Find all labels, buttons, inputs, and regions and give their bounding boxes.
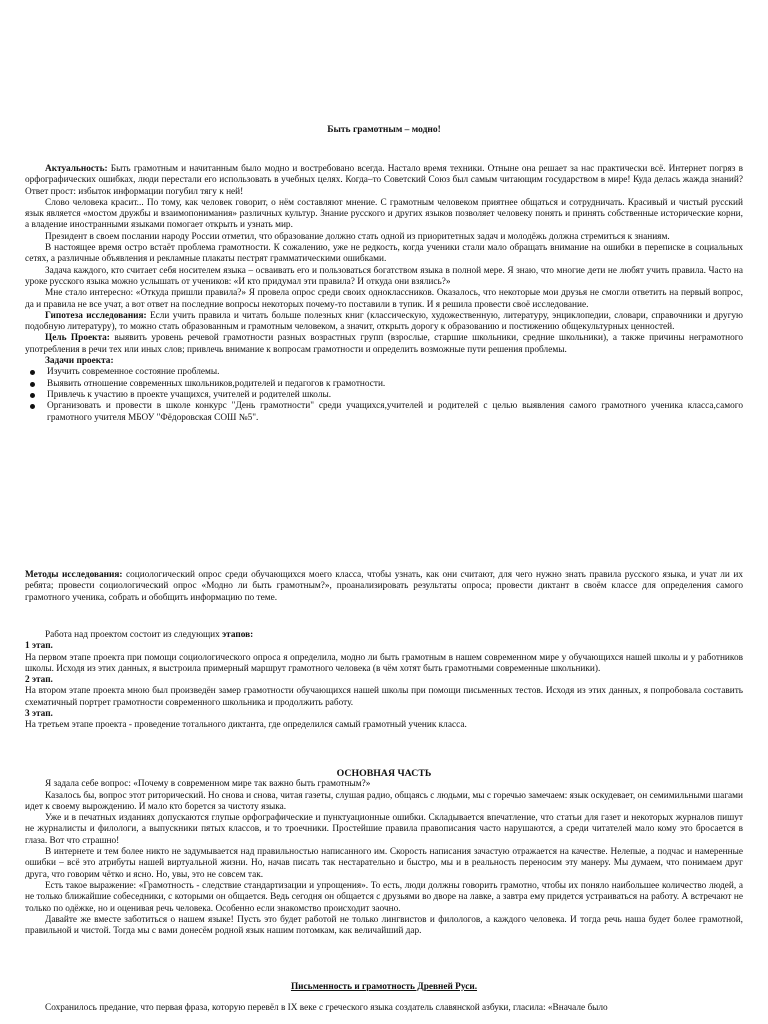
stage-text: На третьем этапе проекта - проведение тотального диктанта, где определился самый грамотный ученик класса. — [25, 720, 467, 731]
main-heading: ОСНОВНАЯ ЧАСТЬ — [336, 768, 432, 779]
section2-heading: Письменность и грамотность Древней Руси. — [290, 982, 478, 992]
paragraph: Казалось бы, вопрос этот риторический. Но снова и снова, читая газеты, слушая радио, общаясь с людьми, мы с горечью замечаем: язык оскудевает, он семимильными шагами идет к своему вырождению. И мало кто борется за чистоту языка. — [25, 790, 743, 812]
paragraph: Слово человека красит... По тому, как человек говорит, о нём составляют мнение. С грамотным человеком приятнее общаться и сотрудничать. Красивый и чистый русский язык является «мостом дружбы и взаимопонимания» различных культур. Знание русского и других языков позволяет человеку понять и принять собственные исторические корни, а владение иностранными языками помогает открыть и узнать мир. — [25, 197, 743, 231]
paragraph: Я задала себе вопрос: «Почему в современном мире так важно быть грамотным?» — [45, 779, 371, 790]
paragraph: В интернете и тем более никто не задумывается над правильностью написанного им. Скорость написания зачастую отражается на качестве. Нелепые, а подчас и намеренные ошибки – всё это атрибуты нашей виртуальной жизни. Но, начав писать так нестарательно и быстро, мы и в реальность переносим эту манеру. Мы думаем, что понимаем друг друга, что говорим чётко и ясно. Но, увы, это не совсем так. — [25, 847, 743, 880]
tasks-label: Задачи проекта: — [45, 356, 114, 367]
list-item: Организовать и провести в школе конкурс "День грамотности" среди учащихся,учителей и родителей с целью выявления самого грамотного ученика класса,самого грамотного учителя МБОУ "Фёдоровская СОШ №5". — [47, 401, 743, 423]
section2 — [25, 982, 743, 1015]
stages-intro: Работа над проектом состоит из следующих этапов: — [45, 630, 254, 640]
relevance-label: Актуальность: — [45, 164, 108, 174]
list-item: Выявить отношение современных школьников,родителей и педагогов к грамотности. — [47, 379, 743, 390]
paragraph: Мне стало интересно: «Откуда пришли правила?» Я провела опрос среди своих одноклассников. Оказалось, что некоторые мои друзья не смогли ответить на первый вопрос, да и правила не все учат, а вот ответ на последние вопросы некоторых почему-то поставили в тупик. И я решила провести своё исследование. — [25, 288, 743, 310]
stage-label: 2 этап. — [25, 675, 53, 686]
paragraph: В настоящее время остро встаёт проблема грамотности. К сожалению, уже не редкость, когда ученики стали мало обращать внимание на ошибки в переписке в социальных сетях, а различные объявления и рекламные плакаты пестрят грамматическими ошибками. — [25, 243, 743, 265]
list-item: Привлечь к участию в проекте учащихся, учителей и родителей школы. — [47, 390, 743, 401]
stage-text: На первом этапе проекта при помощи социологического опроса я определила, модно ли быть грамотным в нашем современном мире у обучающихся нашей школы и у работников школы. Исходя из этих данных, я выстроила примерный маршрут грамотного человека (в чём хотят быть грамотными современные школьники). — [25, 652, 743, 674]
methods-label: Методы исследования: — [25, 570, 123, 580]
paragraph-goal: Цель Проекта: выявить уровень речевой грамотности разных возрастных групп (взрослые, старшие школьники, средние школьники), а также причины неграмотного употребления в речи тех или иных слов; привлечь внимание к вопросам грамотности и определить возможные пути решения проблемы. — [25, 333, 743, 355]
stage-text: На втором этапе проекта мною был произведён замер грамотности обучающихся нашей школы при помощи письменных тестов. Исходя из этих данных, я попробовала составить схематичный портрет грамотности современного школьника и продолжить работу. — [25, 686, 743, 708]
paragraph: Задача каждого, кто считает себя носителем языка – осваивать его и пользоваться богатством языка в полной мере. Я знаю, что многие дети не любят учить правила. Часто на уроке русского языка можно услышать от учеников: «И кто придумал эти правила? И откуда они взялись?» — [25, 265, 743, 287]
intro-section — [25, 164, 743, 424]
tasks-list — [25, 367, 743, 423]
paragraph-methods: Методы исследования: социологический опрос среди обучающихся моего класса, чтобы узнать, как они считают, для чего нужно знать правила русского языка, и учат ли их ребята; провести социологический опрос «Модно ли быть грамотным?», проанализировать результаты опроса; провести диктант в своём классе для определения самого грамотного ученика, собрать и обобщить информацию по теме. — [25, 570, 743, 603]
stages-section — [25, 630, 743, 732]
paragraph: Сохранилось предание, что первая фраза, которую перевёл в IX веке с греческого языка создатель славянской азбуки, гласила: «Вначале было — [45, 1003, 608, 1014]
list-item: Изучить современное состояние проблемы. — [47, 367, 743, 378]
stage-label: 3 этап. — [25, 709, 53, 720]
stage-label: 1 этап. — [25, 641, 53, 652]
paragraph-relevance: Актуальность: Быть грамотным и начитанным было модно и востребовано всегда. Настало время техники. Отныне она решает за нас практически всё. Интернет погряз в орфографических ошибках, люди перестали его использовать в учебных целях. Когда–то Советский Союз был самым читающим государством в мире! Куда делась жажда знаний? Ответ прост: избыток информации погубил тягу к ней! — [25, 164, 743, 197]
document-title: Быть грамотным – модно! — [327, 125, 441, 135]
paragraph: Президент в своем послании народу России отметил, что образование должно стать одной из приоритетных задач и молодёжь должна стремиться к знаниям. — [45, 231, 670, 242]
paragraph-hypothesis: Гипотеза исследования: Если учить правила и читать больше полезных книг (классическую, художественную, литературу, энциклопедии, словари, справочники и другую подобную литературу), то можно стать образованным и грамотным человеком, а значит, открыть дорогу к образованию и постижению общекультурных ценностей. — [25, 310, 743, 333]
methods-section — [25, 570, 743, 604]
main-section — [25, 768, 743, 937]
hypothesis-label: Гипотеза исследования: — [45, 310, 147, 321]
paragraph: Есть такое выражение: «Грамотность - следствие стандартизации и упрощения». То есть, люди должны говорить грамотно, чтобы их поняло наибольшее количество людей, а не только ближайшие собеседники, с которыми он общается. Ведь сегодня он общается с друзьями во дворе на лавке, а завтра ему придется устраиваться на работу. А встречают не только по одёжке, но и оценивая речь человека. Особенно если знакомство происходит заочно. — [25, 880, 743, 914]
paragraph: Уже и в печатных изданиях допускаются глупые орфографические и пунктуационные ошибки. Складывается впечатление, что статьи для газет и некоторых журналов пишут не журналисты и филологи, а выпускники пятых классов, и то троечники. Простейшие правила правописания часто нарушаются, а среди читателей мало кому это бросается в глаза. Вот что страшно! — [25, 813, 743, 846]
paragraph: Давайте же вместе заботиться о нашем языке! Пусть это будет работой не только лингвистов и филологов, а каждого человека. И тогда речь наша будет более грамотной, правильной и чистой. Тогда мы с вами донесём родной язык нашим потомкам, как величайший дар. — [25, 914, 743, 937]
goal-label: Цель Проекта: — [45, 333, 110, 344]
